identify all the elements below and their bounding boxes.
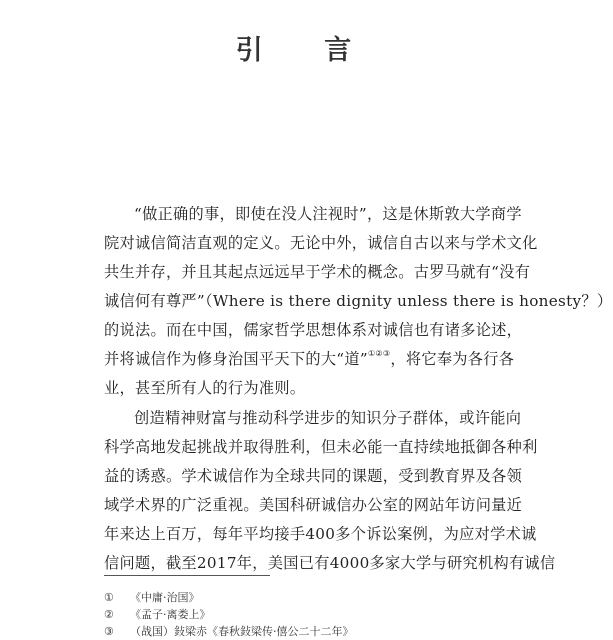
text-line: 科学高地发起挑战并取得胜利，但未必能一直持续地抵御各种利 bbox=[104, 438, 538, 456]
footnote-text: 《孟子·离娄上》 bbox=[130, 608, 211, 621]
text-line: 创造精神财富与推动科学进步的知识分子群体，或许能向 bbox=[134, 409, 522, 427]
text-segment: 并将诚信作为修身治国平天下的大“道” bbox=[104, 350, 368, 368]
text-line: 域学术界的广泛重视。美国科研诚信办公室的网站年访问量近 bbox=[104, 496, 523, 514]
text-line: 信问题，截至2017年，美国已有4000多家大学与研究机构有诚信 bbox=[104, 554, 556, 572]
footnote-divider bbox=[104, 575, 270, 576]
text-line: 年来达上百万，每年平均接手400多个诉讼案例，为应对学术诚 bbox=[104, 525, 537, 543]
text-segment: ，将它奉为各行各 bbox=[390, 350, 515, 368]
paragraph-1 bbox=[104, 200, 613, 403]
footnote bbox=[104, 606, 544, 623]
footnote-mark: ① bbox=[104, 591, 114, 604]
text-line: 诚信何有尊严”（Where is there dignity unless there is honesty？） bbox=[104, 292, 613, 310]
page-title: 引 言 bbox=[235, 35, 378, 66]
text-line: 的说法。而在中国，儒家哲学思想体系对诚信也有诸多论述， bbox=[104, 321, 523, 339]
text-line: “做正确的事，即使在没人注视时”，这是休斯敦大学商学 bbox=[134, 205, 522, 223]
footnote-text: 《中庸·治国》 bbox=[130, 591, 200, 604]
footnote-mark: ② bbox=[104, 608, 114, 621]
footnote bbox=[104, 589, 544, 606]
text-line: 共生并存，并且其起点远远早于学术的概念。古罗马就有“没有 bbox=[104, 263, 531, 281]
footnote bbox=[104, 623, 544, 640]
footnote-mark: ③ bbox=[104, 625, 114, 638]
footnotes bbox=[104, 589, 544, 640]
text-line-with-footnote bbox=[104, 345, 538, 374]
paragraph-2 bbox=[104, 404, 556, 578]
footnote-text: （战国）鈙梁赤《春秋鈙梁传·僖公二十二年》 bbox=[130, 625, 354, 638]
text-line: 院对诚信简洁直观的定义。无论中外，诚信自古以来与学术文化 bbox=[104, 234, 538, 252]
footnote-reference: ①②③ bbox=[367, 349, 391, 358]
text-line: 业，甚至所有人的行为准则。 bbox=[104, 379, 306, 397]
text-line: 益的诱惑。学术诚信作为全球共同的课题，受到教育界及各领 bbox=[104, 467, 523, 485]
